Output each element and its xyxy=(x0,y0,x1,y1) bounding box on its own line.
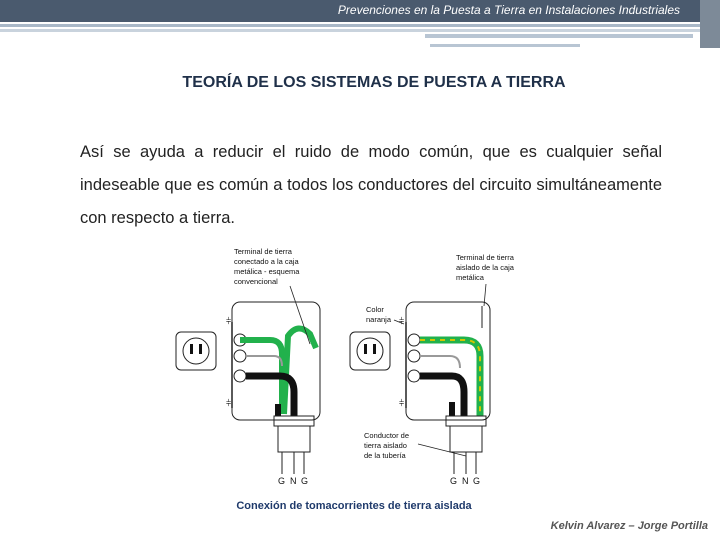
conductor-label: tierra aislado xyxy=(364,441,407,450)
right-wire-label: G xyxy=(473,476,481,486)
mounting-screw: ⫩ xyxy=(226,316,232,326)
header-title: Prevenciones en la Puesta a Tierra en Instalaciones Industriales xyxy=(337,3,680,17)
right-wire-label: N xyxy=(462,476,469,486)
header-stripe xyxy=(0,24,700,27)
left-terminal-label: conectado a la caja xyxy=(234,257,299,266)
right-hot-wire xyxy=(420,376,464,416)
left-receptacle-assembly xyxy=(176,302,320,486)
right-terminal-label: aislado de la caja xyxy=(456,263,514,272)
mounting-screw: ⫩ xyxy=(399,316,405,326)
slide-body-text: Así se ayuda a reducir el ruido de modo común, que es cualquier señal indeseable que es común a todos los conductores del circuito simultáneamente con respecto a tierra. xyxy=(80,143,662,227)
left-wire-label: G xyxy=(278,476,286,486)
color-label: naranja xyxy=(366,315,392,324)
slide-title: TEORÍA DE LOS SISTEMAS DE PUESTA A TIERRA xyxy=(182,74,566,91)
figure-caption: Conexión de tomacorrientes de tierra aislada xyxy=(236,500,472,512)
left-wire-label: G xyxy=(301,476,309,486)
left-terminal-label: Terminal de tierra xyxy=(234,247,292,256)
left-terminal-label: convencional xyxy=(234,277,278,286)
footer-authors: Kelvin Alvarez – Jorge Portilla xyxy=(550,520,708,532)
left-terminal-label: metálica - esquema xyxy=(234,267,300,276)
mounting-screw: ⫩ xyxy=(226,398,232,408)
right-wire-label: G xyxy=(450,476,458,486)
color-label: Color xyxy=(366,305,384,314)
header-accent-block xyxy=(700,0,720,48)
right-terminal-label: metálica xyxy=(456,273,484,282)
left-wire-label: N xyxy=(290,476,297,486)
right-terminal-label: Terminal de tierra xyxy=(456,253,514,262)
grounding-diagram xyxy=(170,244,550,500)
mounting-screw: ⫩ xyxy=(399,398,405,408)
header-stripe xyxy=(0,29,700,32)
conductor-label: de la tubería xyxy=(364,451,406,460)
conductor-label: Conductor de xyxy=(364,431,410,440)
header-bar xyxy=(0,0,700,22)
left-ground-wire xyxy=(284,328,316,414)
header-stripe xyxy=(425,34,693,38)
header-stripe xyxy=(430,44,580,47)
